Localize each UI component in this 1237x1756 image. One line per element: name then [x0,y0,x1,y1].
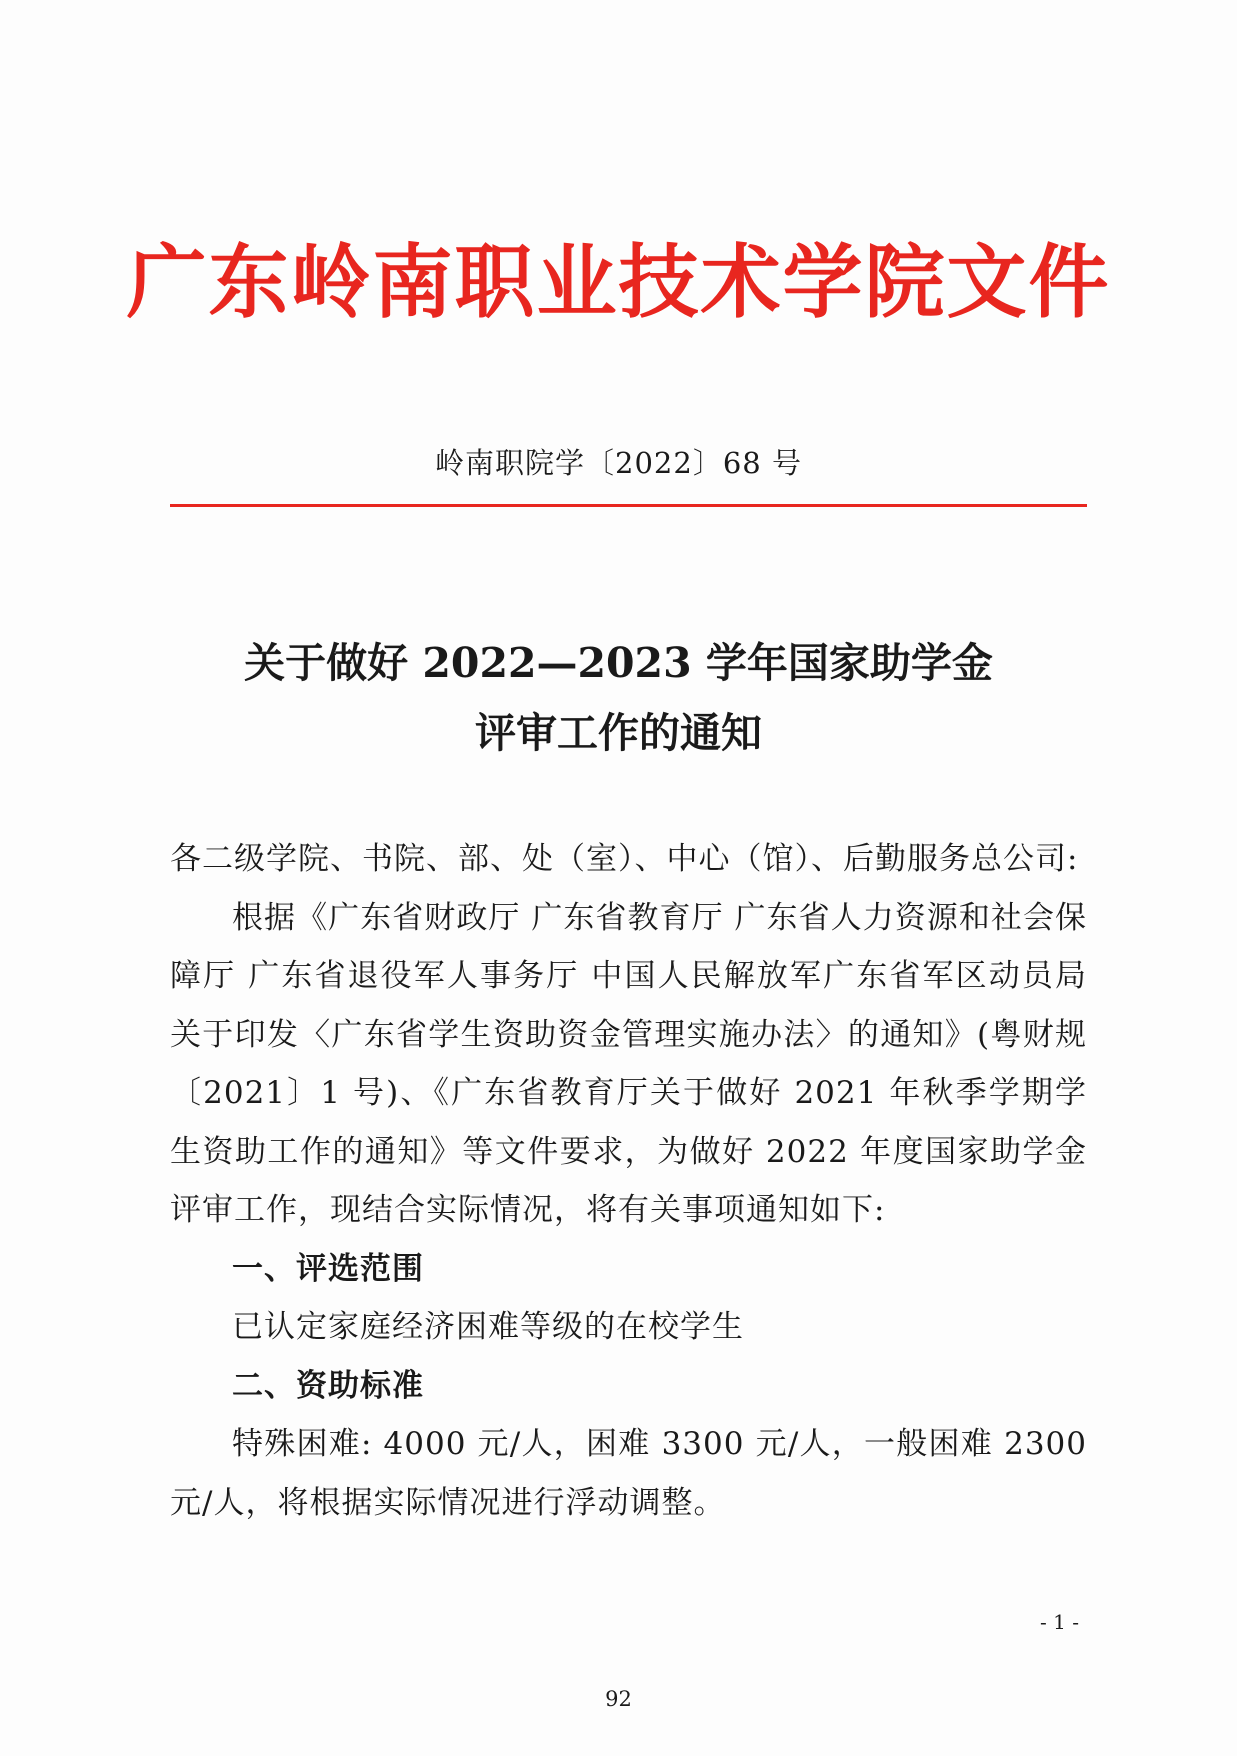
page-number: 92 [605,1687,632,1711]
salutation: 各二级学院、书院、部、处（室）、中心（馆）、后勤服务总公司: [170,841,1079,877]
page-marker: - 1 - [1040,1610,1079,1634]
section-2-text: 特殊困难: 4000 元/人，困难 3300 元/人，一般困难 2300 元/人，将根据实际情况进行浮动调整。 [170,1426,1087,1521]
intro-paragraph: 根据《广东省财政厅 广东省教育厅 广东省人力资源和社会保障厅 广东省退役军人事务厅 中国人民解放军广东省军区动员局关于印发〈广东省学生资助资金管理实施办法〉的通知》(粤财规〔2021〕1 号)、《广东省教育厅关于做好 2021 年秋季学期学生资助工作的通知》等文件要求，为做好 2022 年度国家助学金评审工作，现结合实际情况，将有关事项通知如下: [170,899,1087,1228]
notice-body [170,830,1087,1532]
section-1-text: 已认定家庭经济困难等级的在校学生 [232,1309,744,1345]
red-divider-line [170,504,1087,507]
document-number: 岭南职院学〔2022〕68 号 [435,446,802,480]
notice-title [0,628,1237,768]
notice-title-line-2: 评审工作的通知 [475,709,762,757]
notice-title-line-1: 关于做好 2022—2023 学年国家助学金 [244,639,993,687]
section-1-heading: 一、评选范围 [232,1250,424,1287]
section-2-heading: 二、资助标准 [232,1367,424,1404]
issuer-header-title: 广东岭南职业技术学院文件 [126,235,1111,329]
